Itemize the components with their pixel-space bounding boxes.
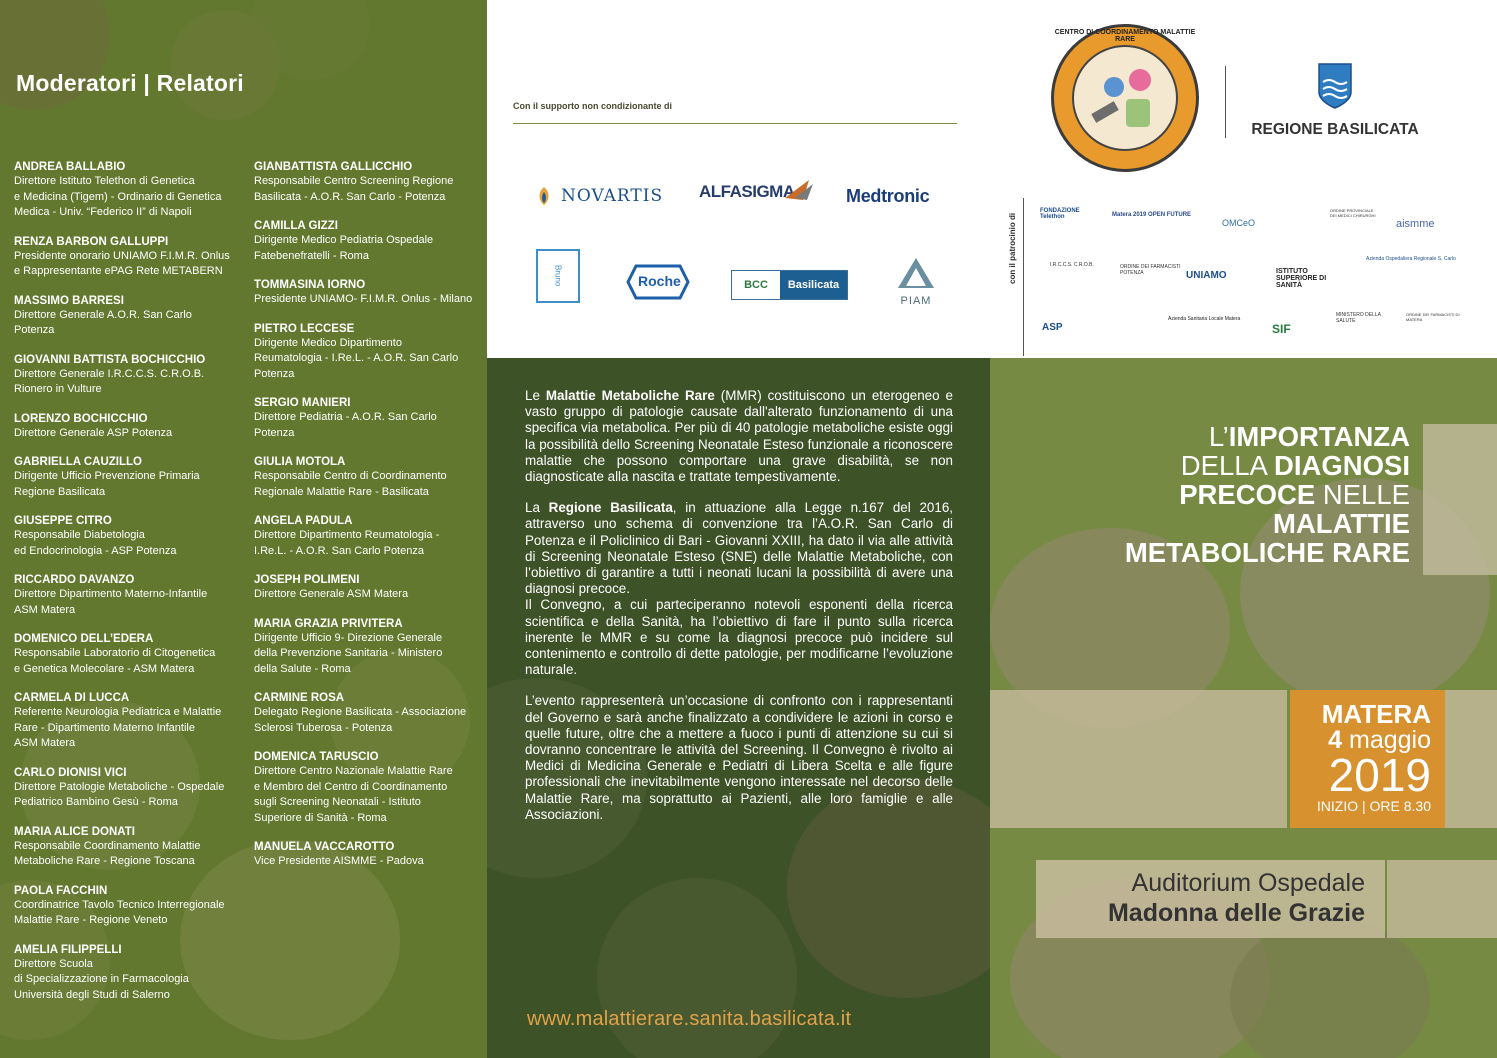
speaker-name: CARMELA DI LUCCA <box>14 692 130 704</box>
title-accent-bar <box>1423 424 1497 575</box>
speaker-entry <box>254 573 484 603</box>
title-line <box>1125 422 1410 451</box>
divider <box>513 123 957 124</box>
speaker-role: Direttore Patologie Metaboliche - Ospedale Pediatrico Bambino Gesù - Roma <box>14 780 225 808</box>
speaker-name: GABRIELLA CAUZILLO <box>14 456 142 468</box>
patron-logo: OMCeO <box>1222 218 1256 228</box>
speaker-name: CAMILLA GIZZI <box>254 220 338 232</box>
patron-logo: ORDINE PROVINCIALE DEI MEDICI CHIRURGHI <box>1330 208 1376 218</box>
bold-text: MALATTIE <box>1273 508 1410 539</box>
speaker-name: JOSEPH POLIMENI <box>254 574 360 586</box>
patron-logo: Azienda Sanitaria Locale Matera <box>1168 316 1241 322</box>
bold-text: METABOLICHE RARE <box>1124 537 1410 568</box>
rare-diseases-center-seal <box>1051 24 1199 172</box>
medtronic-text: Medtronic <box>846 186 930 206</box>
speaker-name: PIETRO LECCESE <box>254 322 355 335</box>
patron-logo: ORDINE DEI FARMACISTI DI MATERA <box>1406 312 1460 322</box>
speaker-role: Direttore Istituto Telethon di Genetica e Medicina (Tigem) - Ordinario di Genetica Medica - Univ. “Federico II” di Napoli <box>14 175 222 218</box>
speaker-role: Responsabile Laboratorio di Citogenetica e Genetica Molecolare - ASM Matera <box>14 647 216 675</box>
patron-logo: MINISTERO DELLA SALUTE <box>1336 312 1381 324</box>
speaker-entry <box>254 455 484 500</box>
speaker-entry <box>14 412 246 442</box>
speaker-name: CARMINE ROSA <box>254 692 345 704</box>
speaker-entry <box>254 514 484 559</box>
patron-logo: Matera 2019 OPEN FUTURE <box>1112 212 1192 218</box>
speaker-role: Responsabile Coordinamento Malattie Metaboliche Rare - Regione Toscana <box>14 839 201 867</box>
speaker-role: Responsabile Diabetologia ed Endocrinologia - ASP Potenza <box>14 529 177 557</box>
divider <box>1225 66 1226 138</box>
venue-line-2: Madonna delle Grazie <box>1107 899 1365 927</box>
speaker-entry <box>14 573 246 618</box>
event-start-time: INIZIO | ORE 8.30 <box>1316 798 1431 814</box>
speaker-name: PAOLA FACCHIN <box>14 884 108 897</box>
speaker-entry <box>14 691 246 752</box>
speaker-entry <box>254 750 484 826</box>
speaker-role: Direttore Generale ASP Potenza <box>14 426 173 439</box>
speaker-role: Direttore Scuola di Specializzazione in Farmacologia Università degli Studi di Salerno <box>14 957 189 1001</box>
speaker-name: MARIA ALICE DONATI <box>14 825 135 838</box>
speaker-entry <box>254 617 484 678</box>
speaker-name: GIULIA MOTOLA <box>254 456 346 468</box>
speakers-title: Moderatori | Relatori <box>16 70 244 96</box>
speaker-role: Direttore Generale I.R.C.C.S. C.R.O.B. Rionero in Vulture <box>14 367 205 395</box>
text: L’ <box>1208 421 1229 452</box>
patron-logo: SIF <box>1272 322 1291 336</box>
speaker-name: RENZA BARBON GALLUPPI <box>14 235 169 248</box>
speaker-name: SERGIO MANIERI <box>254 397 351 409</box>
speaker-name: GIOVANNI BATTISTA BOCHICCHIO <box>14 353 206 366</box>
sponsors-title: Con il supporto non condizionante di <box>513 101 672 111</box>
speaker-role: Direttore Dipartimento Materno-Infantile ASM Matera <box>14 588 208 616</box>
speaker-role: Delegato Regione Basilicata - Associazione Sclerosi Tuberosa - Potenza <box>254 706 467 734</box>
paragraph-regione <box>525 500 953 597</box>
speaker-role: Direttore Dipartimento Reumatologia - I.Re.L. - A.O.R. San Carlo Potenza <box>254 529 440 557</box>
region-name: REGIONE BASILICATA <box>1251 121 1419 138</box>
speaker-name: DOMENICA TARUSCIO <box>254 751 379 763</box>
bold-text: IMPORTANZA <box>1228 421 1410 452</box>
alfasigma-logo <box>699 182 795 202</box>
speaker-entry <box>14 766 246 811</box>
flower-icon <box>1104 77 1124 97</box>
patronage-label: con il patrocinio di <box>1008 212 1017 284</box>
patron-logo: ORDINE DEI FARMACISTI POTENZA <box>1120 264 1181 276</box>
speaker-name: GIANBATTISTA GALLICCHIO <box>254 161 413 173</box>
speaker-role: Direttore Centro Nazionale Malattie Rare e Membro del Centro di Coordinamento sugli Screening Neonatali - Istituto Superiore di Sanità - Roma <box>254 765 453 824</box>
speaker-entry <box>254 691 484 736</box>
patron-logo: UNIAMO <box>1186 270 1227 281</box>
speaker-entry <box>254 322 484 383</box>
speaker-entry <box>14 353 246 398</box>
text: DELLA <box>1180 450 1275 481</box>
organizers-panel <box>990 0 1497 358</box>
description-panel <box>487 358 990 1058</box>
text: NELLE <box>1315 479 1410 510</box>
bcc-text: BCC <box>744 279 768 291</box>
roche-text: Roche <box>638 273 681 289</box>
patron-logo: Azienda Ospedaliera Regionale S. Carlo <box>1366 256 1456 262</box>
venue-line-1: Auditorium Ospedale <box>1131 869 1365 897</box>
speaker-entry <box>254 396 484 441</box>
title-line <box>1125 509 1410 538</box>
event-city: MATERA <box>1321 699 1431 729</box>
event-title <box>1125 422 1410 567</box>
bcc-band <box>780 271 847 299</box>
speaker-name: DOMENICO DELL’EDERA <box>14 633 154 645</box>
speaker-name: MARIA GRAZIA PRIVITERA <box>254 617 403 630</box>
speaker-role: Responsabile Centro Screening Regione Basilicata - A.O.R. San Carlo - Potenza <box>254 175 454 203</box>
speaker-name: LORENZO BOCHICCHIO <box>14 412 148 425</box>
speaker-role: Dirigente Ufficio Prevenzione Primaria Regione Basilicata <box>14 470 200 498</box>
bcc-basilicata-logo <box>731 270 848 300</box>
speaker-entry <box>254 160 484 205</box>
novartis-flame-icon <box>535 185 553 207</box>
speaker-role: Direttore Pediatria - A.O.R. San Carlo Potenza <box>254 411 437 439</box>
speaker-entry <box>14 160 246 221</box>
flower-icon <box>1129 69 1151 91</box>
title-line <box>1125 480 1410 509</box>
flower-decoration-icon <box>597 878 797 1058</box>
speaker-role: Direttore Generale ASM Matera <box>254 588 409 600</box>
sponsors-panel <box>487 0 990 358</box>
roche-logo <box>626 264 690 300</box>
speaker-role: Referente Neurologia Pediatrica e Malattie Rare - Dipartimento Materno Infantile ASM Matera <box>14 706 222 749</box>
speakers-panel <box>0 0 487 1058</box>
text: (MMR) costituiscono un eterogeneo e vasto gruppo di patologie causate dall'alterato funzionamento di una specifica via metabolica. Per più di 40 patologie metaboliche esiste oggi la possibilità dello Screening Neonatale Esteso funzionale a riconoscere malattie che possono comportare una grave disabilità, se non diagnosticate alla nascita e trattate tempestivamente. <box>525 388 953 485</box>
date-accent-strip <box>1445 690 1497 828</box>
bold-text: DIAGNOSI <box>1274 450 1410 481</box>
date-accent-strip <box>990 690 1287 828</box>
speaker-name: MANUELA VACCAROTTO <box>254 841 395 853</box>
speaker-entry <box>254 278 484 308</box>
speaker-entry <box>14 235 246 280</box>
speaker-entry <box>14 294 246 339</box>
bruno-logo <box>536 249 580 303</box>
divider <box>1023 198 1024 356</box>
speaker-name: GIUSEPPE CITRO <box>14 515 112 527</box>
bold-text: Regione Basilicata <box>548 500 673 516</box>
bcc-sub-text: Basilicata <box>787 279 840 291</box>
patron-logo: aismme <box>1396 218 1435 230</box>
microscope-icon <box>1091 101 1119 123</box>
speaker-name: ANDREA BALLABIO <box>14 161 126 173</box>
speakers-column-1 <box>14 160 246 1017</box>
event-panel <box>990 358 1497 1058</box>
speaker-role: Dirigente Medico Pediatria Ospedale Fatebenefratelli - Roma <box>254 234 434 262</box>
title-line <box>1125 538 1410 567</box>
patron-logo: FONDAZIONE Telethon <box>1040 208 1080 220</box>
patron-logo: I.R.C.C.S. C.R.O.B. <box>1050 262 1094 268</box>
bold-text: PRECOCE <box>1179 479 1316 510</box>
novartis-logo <box>535 185 663 207</box>
vase-icon <box>1126 99 1150 127</box>
speaker-name: AMELIA FILIPPELLI <box>14 943 122 956</box>
alfasigma-text: ALFASIGMA <box>699 182 795 201</box>
speaker-name: MASSIMO BARRESI <box>14 294 124 307</box>
event-day: 4 <box>1328 726 1343 754</box>
speakers-column-2 <box>254 160 484 884</box>
patron-logos <box>1036 204 1476 354</box>
speaker-role: Dirigente Medico Dipartimento Reumatologia - I.Re.L. - A.O.R. San Carlo Potenza <box>254 336 459 380</box>
speaker-entry <box>254 840 484 870</box>
speaker-entry <box>14 455 246 500</box>
speaker-role: Presidente onorario UNIAMO F.I.M.R. Onlus e Rappresentante ePAG Rete METABERN <box>14 249 230 277</box>
speaker-role: Dirigente Ufficio 9- Direzione Generale della Prevenzione Sanitaria - Ministero della Salute - Roma <box>254 631 443 675</box>
piam-logo <box>892 256 940 310</box>
title-line <box>1125 451 1410 480</box>
speaker-entry <box>254 219 484 264</box>
bcc-mark <box>732 271 780 299</box>
event-venue <box>1036 860 1385 938</box>
description-text <box>525 388 953 838</box>
speaker-entry <box>14 825 246 870</box>
event-year: 2019 <box>1328 749 1431 801</box>
speaker-role: Direttore Generale A.O.R. San Carlo Potenza <box>14 308 192 336</box>
piam-triangle-icon <box>896 256 936 290</box>
text: , in attuazione alla Legge n.167 del 2016, attraverso uno schema di convenzione tra l’A.O.R. San Carlo di Potenza e il Policlinico di Bari - Giovanni XXIII, ha dato il via alle attività di Screening Neonatale Esteso (SNE) delle Malattie Metaboliche, con l’obiettivo di garantire a tutti i neonati lucani la possibilità di avere una diagnosi precoce. <box>525 500 953 597</box>
medtronic-logo <box>846 186 929 207</box>
speaker-role: Presidente UNIAMO- F.I.M.R. Onlus - Milano <box>254 293 473 305</box>
region-coat-of-arms-icon <box>1315 62 1355 110</box>
event-month: maggio <box>1349 726 1431 754</box>
speaker-role: Vice Presidente AISMME - Padova <box>254 855 424 867</box>
novartis-text: NOVARTIS <box>561 186 664 206</box>
seal-inner <box>1072 45 1178 151</box>
text: La <box>525 500 549 516</box>
speaker-entry <box>14 632 246 677</box>
speaker-name: RICCARDO DAVANZO <box>14 574 135 586</box>
speaker-entry <box>14 943 246 1004</box>
speaker-name: ANGELA PADULA <box>254 515 353 527</box>
paragraph-convegno: Il Convegno, a cui parteciperanno notevoli esponenti della ricerca scientifica e della Sanità, ha l’obiettivo di fare il punto sulla ricerca inerente le MMR e su come la diagnosi precoce può incidere sul contenimento e controllo di dette patologie, per modificarne l’evoluzione naturale. <box>525 597 953 678</box>
patron-logo: ASP <box>1042 322 1063 333</box>
paragraph-mmr <box>525 388 953 485</box>
speaker-entry <box>14 514 246 559</box>
website-link[interactable]: www.malattierare.sanita.basilicata.it <box>527 1008 852 1030</box>
bold-text: Malattie Metaboliche Rare <box>545 388 715 403</box>
speaker-role: Responsabile Centro di Coordinamento Regionale Malattie Rare - Basilicata <box>254 470 447 498</box>
speaker-name: CARLO DIONISI VICI <box>14 766 127 779</box>
text: Le <box>525 388 546 403</box>
event-date <box>1290 690 1445 828</box>
paragraph-evento: L’evento rappresenterà un’occasione di confronto con i rappresentanti del Governo e sarà anche finalizzato a condividere le azioni in corso e quelle future, oltre che a mettere a fuoco i punti di attenzione su cui si dovranno concentrare le attività del Screening. Il Convegno è rivolto ai Medici di Medicina Generale e Pediatri di Libera Scelta e alle figure professionali che inevitabilmente vengono interessate nel decorso delle Malattie Rare, ma soprattutto ai Pazienti, alle loro famiglie e alle Associazioni. <box>525 693 953 822</box>
speaker-role: Coordinatrice Tavolo Tecnico Interregionale Malattie Rare - Regione Veneto <box>14 898 225 926</box>
bruno-text: Bruno <box>553 265 563 287</box>
speaker-name: TOMMASINA IORNO <box>254 279 366 291</box>
speaker-entry <box>14 884 246 929</box>
seal-text: CENTRO DI COORDINAMENTO MALATTIE RARE <box>1054 29 1196 43</box>
venue-accent-strip <box>1387 860 1497 938</box>
alfasigma-mark-icon <box>785 178 815 200</box>
patron-logo: ISTITUTO SUPERIORE DI SANITÀ <box>1276 268 1327 289</box>
regione-basilicata-logo <box>1240 62 1430 139</box>
piam-text: PIAM <box>900 295 932 307</box>
